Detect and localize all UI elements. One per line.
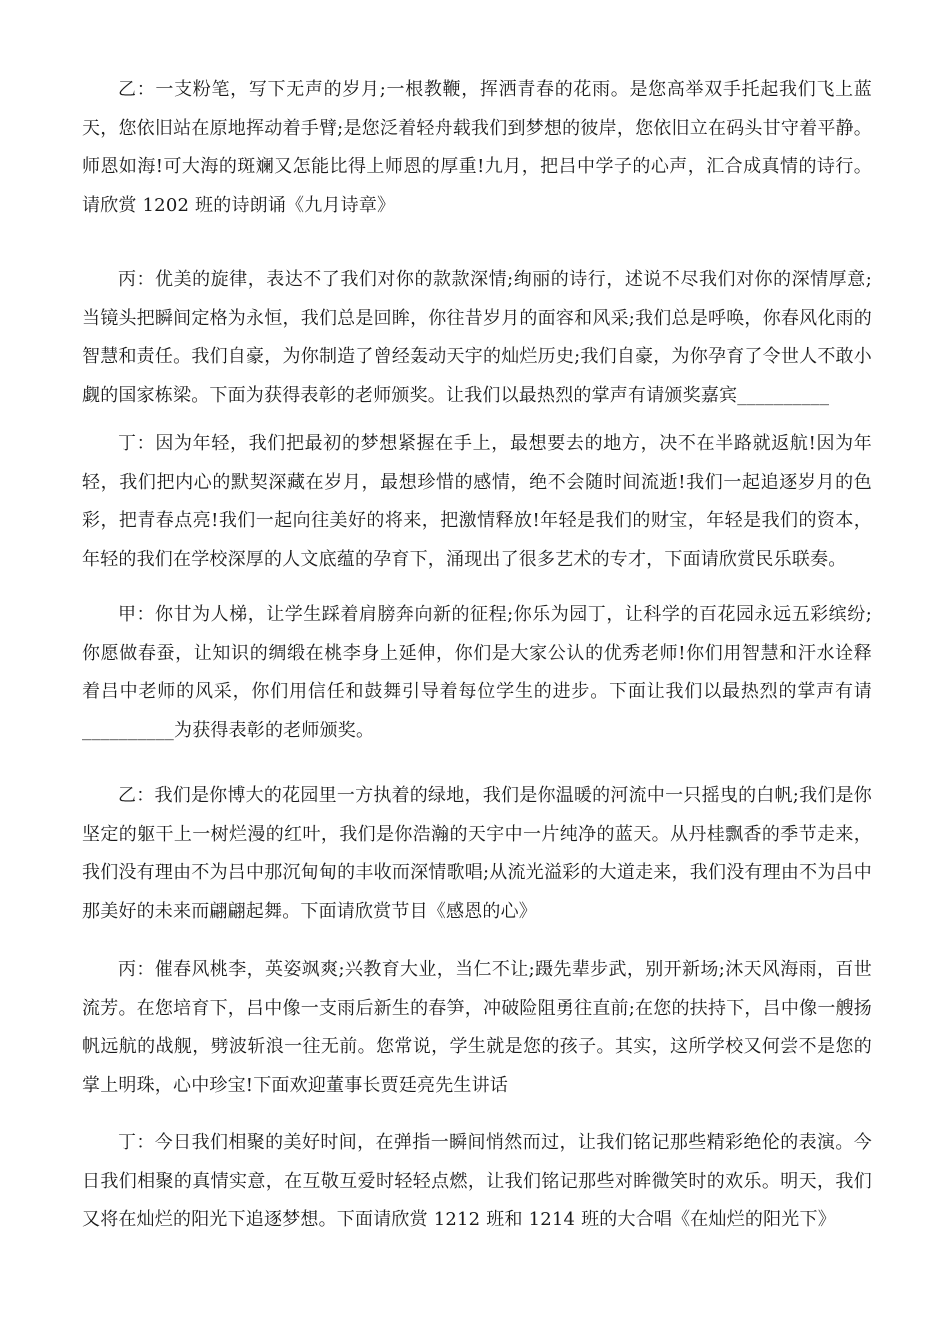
paragraph-bing-chairman-speech: 丙：催春风桃李，英姿飒爽;兴教育大业，当仁不让;蹑先辈步武，别开新场;沐天风海雨，百世流芳。在您培育下，吕中像一支雨后新生的春笋，冲破险阻勇往直前;在您的扶持下，吕中像一艘扬帆远航的战舰，劈波斩浪一往无前。您常说，学生就是您的孩子。其实，这所学校又何尝不是您的掌上明珠，心中珍宝!下面欢迎董事长贾廷亮先生讲话 [82,959,872,1096]
paragraph-yi-poem-recital: 乙：一支粉笔，写下无声的岁月;一根教鞭，挥洒青春的花雨。是您高举双手托起我们飞上蓝天，您依旧站在原地挥动着手臂;是您泛着轻舟载我们到梦想的彼岸，您依旧立在码头甘守着平静。师恩如海!可大海的斑斓又怎能比得上师恩的厚重!九月，把吕中学子的心声，汇合成真情的诗行。请欣赏 1202 班的诗朗诵《九月诗章》 [82,79,872,216]
paragraph-ding-folk-music: 丁：因为年轻，我们把最初的梦想紧握在手上，最想要去的地方，决不在半路就返航!因为年轻，我们把内心的默契深藏在岁月，最想珍惜的感情，绝不会随时间流逝!我们一起追逐岁月的色彩，把青春点亮!我们一起向往美好的将来，把激情释放!年轻是我们的财宝，年轻是我们的资本，年轻的我们在学校深厚的人文底蕴的孕育下，涌现出了很多艺术的专才，下面请欣赏民乐联奏。 [82,433,872,570]
paragraph-jia-teacher-award: 甲：你甘为人梯，让学生踩着肩膀奔向新的征程;你乐为园丁，让科学的百花园永远五彩缤纷;你愿做春蚕，让知识的绸缎在桃李身上延伸，你们是大家公认的优秀老师!你们用智慧和汗水诠释着吕中老师的风采，你们用信任和鼓舞引导着每位学生的进步。下面让我们以最热烈的掌声有请__________为获得表彰的老师颁奖。 [82,604,872,741]
paragraph-bing-award-presenter: 丙：优美的旋律，表达不了我们对你的款款深情;绚丽的诗行，述说不尽我们对你的深情厚意;当镜头把瞬间定格为永恒，我们总是回眸，你往昔岁月的面容和风采;我们总是呼唤，你春风化雨的智慧和责任。我们自豪，为你制造了曾经轰动天宇的灿烂历史;我们自豪，为你孕育了令世人不敢小觑的国家栋梁。下面为获得表彰的老师颁奖。让我们以最热烈的掌声有请颁奖嘉宾__________ [82,269,872,406]
paragraph-ding-chorus: 丁：今日我们相聚的美好时间，在弹指一瞬间悄然而过，让我们铭记那些精彩绝伦的表演。今日我们相聚的真情实意，在互敬互爱时轻轻点燃，让我们铭记那些对眸微笑时的欢乐。明天，我们又将在灿烂的阳光下追逐梦想。下面请欣赏 1212 班和 1214 班的大合唱《在灿烂的阳光下》 [82,1132,872,1230]
paragraph-yi-grateful-heart: 乙：我们是你博大的花园里一方执着的绿地，我们是你温暖的河流中一只摇曳的白帆;我们是你坚定的躯干上一树烂漫的红叶，我们是你浩瀚的天宇中一片纯净的蓝天。从丹桂飘香的季节走来，我们没有理由不为吕中那沉甸甸的丰收而深情歌唱;从流光溢彩的大道走来，我们没有理由不为吕中那美好的未来而翩翩起舞。下面请欣赏节目《感恩的心》 [82,785,872,922]
